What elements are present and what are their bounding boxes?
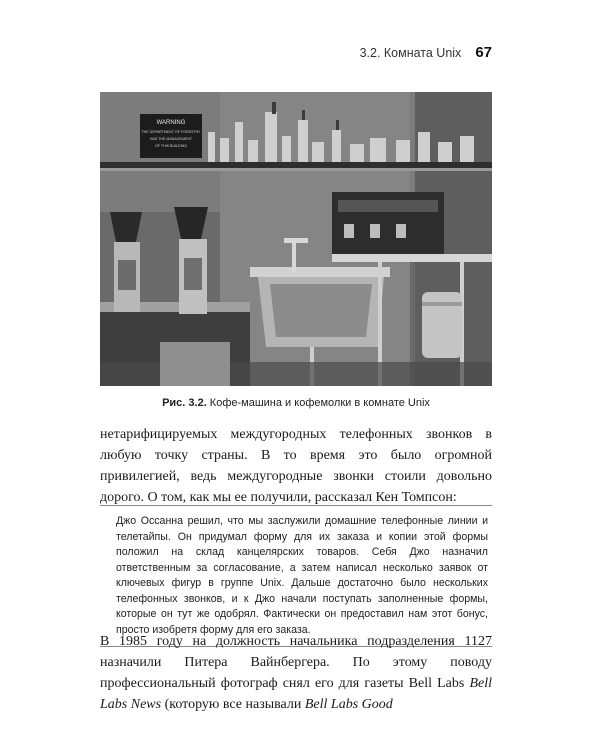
paragraph-2-text-2: (которую все называли xyxy=(161,697,305,712)
paragraph-2-italic-2: Bell Labs Good xyxy=(304,697,393,712)
coffee-machine-photo xyxy=(100,92,492,386)
paragraph-2 xyxy=(100,631,492,715)
quote-block xyxy=(100,505,492,647)
running-header xyxy=(100,44,492,61)
paragraph-1: нетарифицируемых междугородных телефонных звонков в любую точку страны. В то время это было огромной привилегией, ведь междугородные звонки стоили довольно дорого. О том, как мы ее получили, рассказал Кен Томпсон: xyxy=(100,427,492,505)
sign-line-2: THE DEPARTMENT OF FORESTRY xyxy=(141,130,201,134)
sign-line-3: HAS THE MANAGEMENT xyxy=(149,137,193,141)
sign-line-4: OF THIS BUILDING xyxy=(154,144,188,148)
caption-label: Рис. 3.2. xyxy=(162,397,207,409)
quote-text: Джо Оссанна решил, что мы заслужили домашние телефонные линии и телетайпы. Он придумал форму для их заказа и копии этой формы положил на склад канцелярских товаров. Себя Джо назначил ответственным за согласование, а затем написал несколько заявок от ключевых фигур в группе Unix. Дальше достаточно было нескольких телефонных звонков, и к Джо начали поступать заполненные формы, которые он тут же одобрял. Фактически он предоставил нам этот бонус, просто изобретя форму для его заказа. xyxy=(116,515,488,636)
page-number: 67 xyxy=(475,44,492,61)
paragraph-2-text-1: В 1985 году на должность начальника подразделения 1127 назначили Питера Вайнбергера. По этому поводу профессиональный фотограф снял его для газеты Bell Labs xyxy=(100,634,492,691)
caption-text: Кофе-машина и кофемолки в комнате Unix xyxy=(206,397,430,409)
figure-caption xyxy=(100,397,492,409)
section-title: 3.2. Комната Unix xyxy=(359,46,462,60)
paragraph-2-italic-1: Bell Labs News xyxy=(100,676,492,712)
sign-line-1: WARNING xyxy=(156,120,186,126)
